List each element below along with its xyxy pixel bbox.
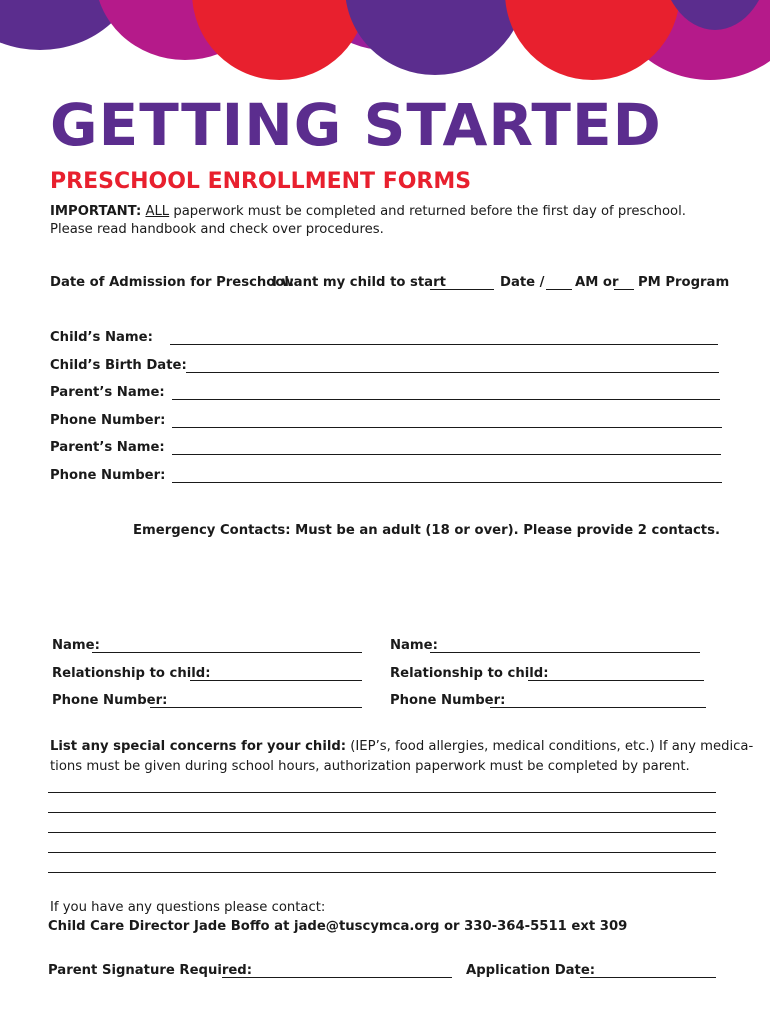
emergency-relationship-label-2: Relationship to child: xyxy=(390,666,549,681)
emergency-phone-field-1[interactable] xyxy=(150,707,362,708)
page-title: GETTING STARTED xyxy=(50,91,662,159)
start-date-field[interactable] xyxy=(430,289,494,290)
concerns-line2: tions must be given during school hours, authorization paperwork must be completed by parent. xyxy=(50,759,690,774)
parent-signature-field[interactable] xyxy=(222,977,452,978)
application-date-label: Application Date: xyxy=(466,963,596,978)
emergency-name-label-1: Name: xyxy=(52,638,100,653)
admission-label: Date of Admission for Preschool: xyxy=(50,275,295,290)
application-date-field[interactable] xyxy=(580,977,716,978)
phone-number-label: Phone Number: xyxy=(50,413,166,428)
banner-circle xyxy=(505,0,680,80)
parent-name-label-2: Parent’s Name: xyxy=(50,440,165,455)
banner-circle xyxy=(345,0,525,75)
parent-name-field[interactable] xyxy=(172,399,720,400)
concerns-line[interactable] xyxy=(48,872,716,873)
emergency-relationship-label-1: Relationship to child: xyxy=(52,666,211,681)
emergency-name-field-1[interactable] xyxy=(92,652,362,653)
concerns-line[interactable] xyxy=(48,852,716,853)
concerns-line[interactable] xyxy=(48,792,716,793)
phone-number-field-2[interactable] xyxy=(172,482,722,483)
concerns-text: (IEP’s, food allergies, medical conditions, etc.) If any medica- xyxy=(346,739,754,754)
parent-name-label: Parent’s Name: xyxy=(50,385,165,400)
phone-number-label-2: Phone Number: xyxy=(50,468,166,483)
date-label: Date / xyxy=(500,275,545,290)
emergency-phone-field-2[interactable] xyxy=(490,707,706,708)
important-notice xyxy=(50,205,686,218)
pm-label: PM Program xyxy=(638,275,730,290)
am-field[interactable] xyxy=(546,289,572,290)
emergency-name-field-2[interactable] xyxy=(430,652,700,653)
emergency-heading: Emergency Contacts: Must be an adult (18 or over). Please provide 2 contacts. xyxy=(133,523,720,538)
child-birth-date-label: Child’s Birth Date: xyxy=(50,358,187,373)
important-text: paperwork must be completed and returned before the first day of preschool. xyxy=(169,204,686,219)
emergency-relationship-field-1[interactable] xyxy=(190,680,362,681)
pm-field[interactable] xyxy=(614,289,634,290)
emergency-phone-label-1: Phone Number: xyxy=(52,693,168,708)
important-line2: Please read handbook and check over procedures. xyxy=(50,222,384,237)
parent-name-field-2[interactable] xyxy=(172,454,721,455)
emergency-phone-label-2: Phone Number: xyxy=(390,693,506,708)
child-name-label: Child’s Name: xyxy=(50,330,153,345)
am-label: AM or xyxy=(575,275,619,290)
banner-circle xyxy=(192,0,367,80)
phone-number-field[interactable] xyxy=(172,427,722,428)
emergency-relationship-field-2[interactable] xyxy=(528,680,704,681)
contact-intro: If you have any questions please contact: xyxy=(50,900,326,915)
child-birth-date-field[interactable] xyxy=(186,372,719,373)
all-underlined: ALL xyxy=(145,204,170,219)
important-label: IMPORTANT: xyxy=(50,204,142,219)
child-name-field[interactable] xyxy=(170,344,718,345)
concerns-label: List any special concerns for your child: xyxy=(50,739,347,754)
start-label: I want my child to start xyxy=(272,275,446,290)
concerns-line[interactable] xyxy=(48,812,716,813)
page-subtitle: PRESCHOOL ENROLLMENT FORMS xyxy=(50,169,472,194)
concerns-line[interactable] xyxy=(48,832,716,833)
contact-director: Child Care Director Jade Boffo at jade@tuscymca.org or 330-364-5511 ext 309 xyxy=(48,919,628,934)
concerns-instructions xyxy=(50,740,753,753)
emergency-name-label-2: Name: xyxy=(390,638,438,653)
parent-signature-label: Parent Signature Required: xyxy=(48,963,253,978)
